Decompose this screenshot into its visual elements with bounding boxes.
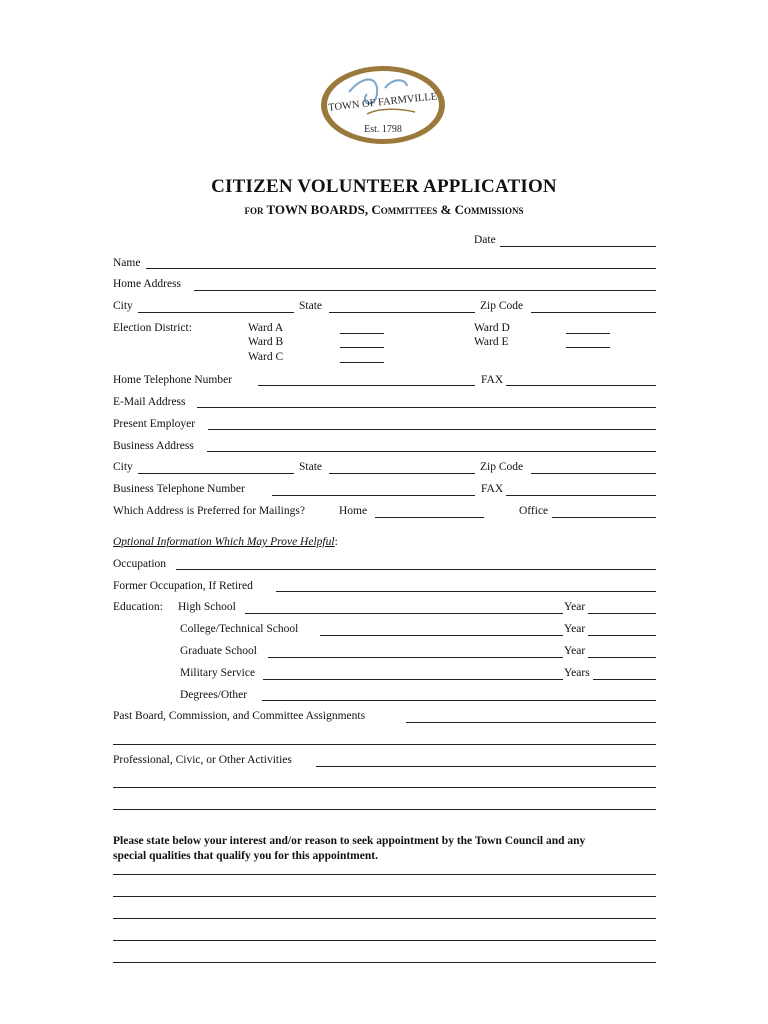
ward-e-label: Ward E <box>474 336 509 348</box>
optional-heading <box>113 535 338 549</box>
business-state-field[interactable] <box>329 473 475 474</box>
name-label: Name <box>113 257 141 269</box>
home-phone-label: Home Telephone Number <box>113 374 233 386</box>
statement-line-a[interactable] <box>113 874 656 875</box>
mailing-home-field[interactable] <box>375 517 484 518</box>
activities-line-2[interactable] <box>113 787 656 788</box>
military-years-field[interactable] <box>593 679 656 680</box>
optional-heading-colon: : <box>334 536 338 548</box>
ward-d-label: Ward D <box>474 322 510 334</box>
home-address-field[interactable] <box>194 290 656 291</box>
ward-b-field[interactable] <box>340 347 384 348</box>
college-label: College/Technical School <box>180 623 299 635</box>
election-district-label: Election District: <box>113 322 192 334</box>
logo-town-text: TOWN OF FARMVILLE <box>327 91 438 114</box>
ward-d-field[interactable] <box>566 333 610 334</box>
employer-field[interactable] <box>208 429 656 430</box>
page-title: CITIZEN VOLUNTEER APPLICATION <box>211 176 557 197</box>
past-assignments-line-2[interactable] <box>113 744 656 745</box>
city-label: City <box>113 300 133 312</box>
city-field[interactable] <box>138 312 294 313</box>
town-logo <box>319 64 447 146</box>
mailing-office-field[interactable] <box>552 517 656 518</box>
degrees-field[interactable] <box>262 700 656 701</box>
statement-line-c[interactable] <box>113 918 656 919</box>
zip-field[interactable] <box>531 312 656 313</box>
mailing-home-label: Home <box>339 505 368 517</box>
military-field[interactable] <box>263 679 563 680</box>
business-state-label: State <box>299 461 322 473</box>
ward-a-field[interactable] <box>340 333 384 334</box>
business-city-field[interactable] <box>138 473 294 474</box>
ward-c-field[interactable] <box>340 362 384 363</box>
page-subtitle: for TOWN BOARDS, Committees & Commissions <box>244 202 524 217</box>
former-occupation-label: Former Occupation, If Retired <box>113 580 253 592</box>
high-school-field[interactable] <box>245 613 563 614</box>
degrees-label: Degrees/Other <box>180 689 248 701</box>
graduate-year-label: Year <box>564 645 586 657</box>
graduate-field[interactable] <box>268 657 563 658</box>
statement-line-d[interactable] <box>113 940 656 941</box>
past-assignments-label: Past Board, Commission, and Committee Assignments <box>113 710 366 722</box>
business-phone-label: Business Telephone Number <box>113 483 245 495</box>
occupation-label: Occupation <box>113 558 167 570</box>
past-assignments-field[interactable] <box>406 722 656 723</box>
state-label: State <box>299 300 322 312</box>
ward-c-label: Ward C <box>248 351 284 363</box>
date-label: Date <box>474 234 496 246</box>
college-year-field[interactable] <box>588 635 656 636</box>
college-field[interactable] <box>320 635 563 636</box>
mailing-office-label: Office <box>519 505 549 517</box>
graduate-label: Graduate School <box>180 645 257 657</box>
business-address-field[interactable] <box>207 451 656 452</box>
activities-label: Professional, Civic, or Other Activities <box>113 754 292 766</box>
state-field[interactable] <box>329 312 475 313</box>
fax-label: FAX <box>481 374 504 386</box>
high-school-year-field[interactable] <box>588 613 656 614</box>
mailing-pref-label: Which Address is Preferred for Mailings? <box>113 505 305 517</box>
email-field[interactable] <box>197 407 656 408</box>
zip-label: Zip Code <box>480 300 524 312</box>
business-city-label: City <box>113 461 133 473</box>
high-school-year-label: Year <box>564 601 586 613</box>
military-label: Military Service <box>180 667 256 679</box>
statement-line-1: Please state below your interest and/or reason to seek appointment by the Town Council and any <box>113 835 586 847</box>
logo-est-text: Est. 1798 <box>364 124 402 135</box>
business-address-label: Business Address <box>113 440 194 452</box>
occupation-field[interactable] <box>176 569 656 570</box>
activities-line-3[interactable] <box>113 809 656 810</box>
military-years-label: Years <box>564 667 590 679</box>
ward-a-label: Ward A <box>248 322 284 334</box>
former-occupation-field[interactable] <box>276 591 656 592</box>
college-year-label: Year <box>564 623 586 635</box>
statement-line-2: special qualities that qualify you for this appointment. <box>113 850 378 862</box>
name-field[interactable] <box>146 268 656 269</box>
business-fax-field[interactable] <box>506 495 656 496</box>
home-address-label: Home Address <box>113 278 182 290</box>
optional-heading-text: Optional Information Which May Prove Helpful <box>113 536 335 548</box>
statement-line-e[interactable] <box>113 962 656 963</box>
business-phone-field[interactable] <box>272 495 475 496</box>
email-label: E-Mail Address <box>113 396 186 408</box>
business-zip-field[interactable] <box>531 473 656 474</box>
graduate-year-field[interactable] <box>588 657 656 658</box>
business-fax-label: FAX <box>481 483 504 495</box>
ward-e-field[interactable] <box>566 347 610 348</box>
date-field[interactable] <box>500 246 656 247</box>
fax-field[interactable] <box>506 385 656 386</box>
education-label: Education: <box>113 601 163 613</box>
ward-b-label: Ward B <box>248 336 284 348</box>
employer-label: Present Employer <box>113 418 196 430</box>
activities-field[interactable] <box>316 766 656 767</box>
business-zip-label: Zip Code <box>480 461 524 473</box>
home-phone-field[interactable] <box>258 385 475 386</box>
high-school-label: High School <box>178 601 236 613</box>
statement-line-b[interactable] <box>113 896 656 897</box>
